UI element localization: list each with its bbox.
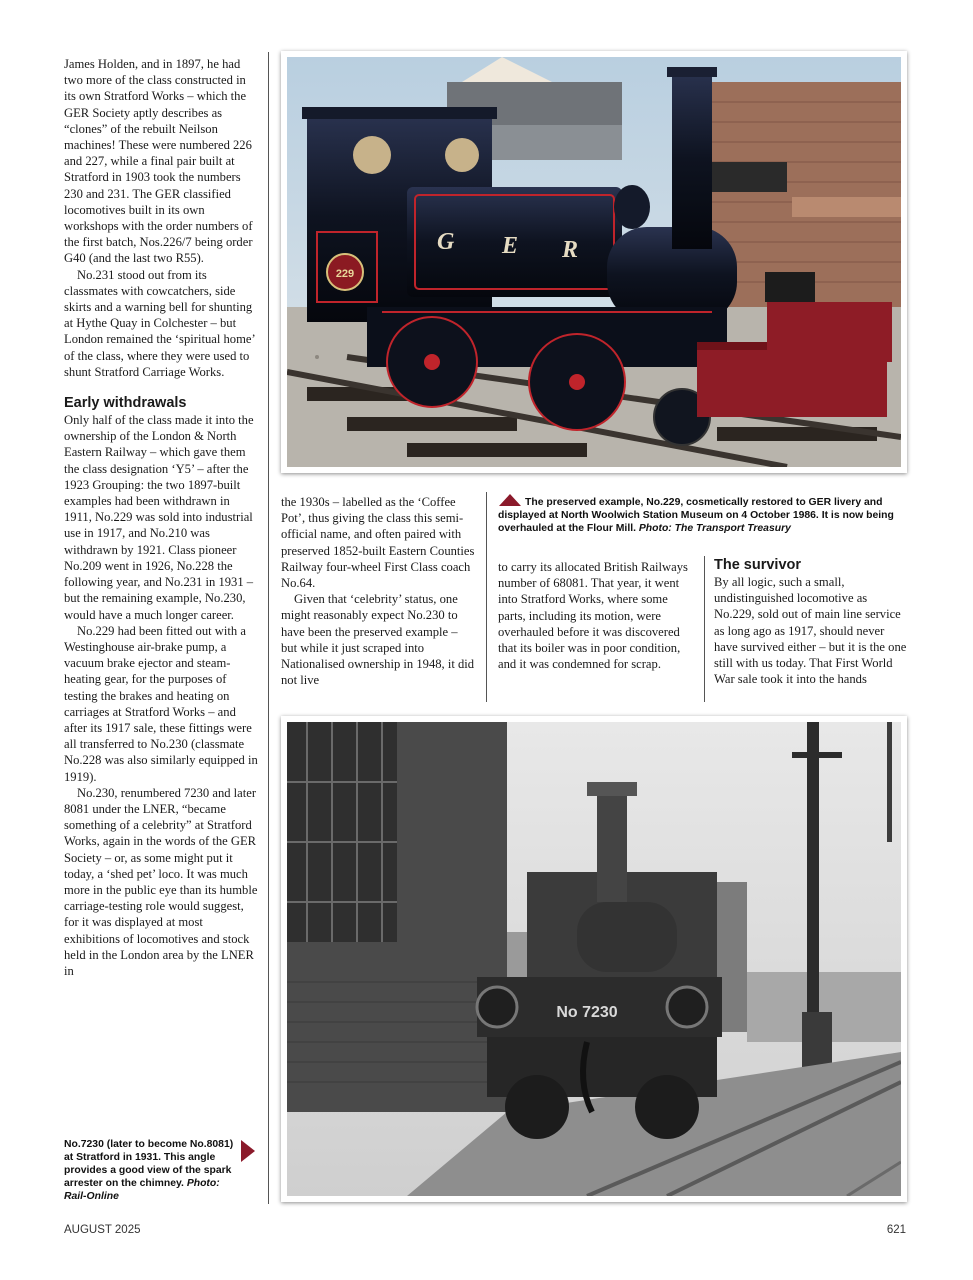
column-2 (281, 494, 476, 688)
photo-preserved-locomotive-229 (281, 51, 907, 473)
paragraph: No.231 stood out from its classmates with cowcatchers, side skirts and a warning bell for shunting at Hythe Quay in Colchester – but London remained the ‘spiritual home’ of the class, where they were used to shunt Stratford Carriage Works. (64, 267, 255, 379)
photo-locomotive-7230-stratford (281, 716, 907, 1202)
number-plate-text: No 7230 (556, 1004, 618, 1021)
paragraph: No.229 had been fitted out with a Westinghouse air-brake pump, a vacuum brake ejector and steam-heating gear, for the purposes of testing the brakes and heating on carriages at Stratford Works – and after its 1917 sale, these fittings were all transferred to No.230 (classmate No.228 was also similarly equipped in 1919). (64, 623, 258, 784)
column-3 (498, 559, 692, 672)
photo-credit: Photo: The Transport Treasury (638, 523, 791, 534)
column-divider (704, 556, 705, 702)
pointer-right-icon (241, 1140, 255, 1162)
section-heading-early-withdrawals: Early withdrawals (64, 395, 187, 412)
paragraph: James Holden, and in 1897, he had two more of the class constructed in its own Stratford Works – which the GER Society aptly describes as “clones” of the rebuilt Neilson machines! These were numbered 226 and 227, while a final pair built at Stratford in 1903 took the numbers 230 and 231. The GER classified locomotives built in its own workshops with the order numbers of the first batch, Nos.226/7 being order G40 (and the last two R55). (64, 57, 253, 266)
caption-text: The preserved example, No.229, cosmetically restored to GER livery and displayed at North Woolwich Station Museum on 4 October 1986. It is now being overhauled at the Flour Mill. (498, 497, 894, 534)
paragraph: By all logic, such a small, undistinguished locomotive as No.229, sold out of main line service as long ago as 1917, should never have survived either – but it is the one still with us today. That First World War sale took it into the hands (714, 575, 907, 687)
footer-date: AUGUST 2025 (64, 1224, 141, 1236)
photo-credit: Photo: Rail-Online (64, 1178, 220, 1202)
tank-letter: G (437, 229, 455, 255)
section-heading-the-survivor: The survivor (714, 557, 802, 573)
paragraph: Only half of the class made it into the ownership of the London & North Eastern Railway – which gave them the class designation ‘Y5’ – after the 1923 Grouping: the two 1897-built examples had been withdrawn in 1911, No.229 was sold into industrial use in 1917, and No.210 was withdrawn by 1921. Class pioneer No.209 went in 1926, No.228 the following year, and No.231 in 1931 – but the remaining example, No.230, would have a much longer career. (64, 413, 254, 622)
tank-letter: E (502, 233, 519, 259)
page-number: 621 (886, 1224, 906, 1236)
column-divider (486, 492, 487, 702)
caption-text: No.7230 (later to become No.8081) at Stratford in 1931. This angle provides a good view of the spark arrester on the chimney. (64, 1139, 234, 1189)
tank-letter: R (562, 237, 579, 263)
paragraph: to carry its allocated British Railways number of 68081. That year, it went into Stratford Works, where some parts, including its motion, were overhauled before it was discovered that its boiler was in poor condition, and it was condemned for scrap. (498, 560, 688, 672)
column-divider (268, 52, 269, 1204)
locomotive-bw-image (287, 722, 901, 1196)
paragraph: the 1930s – labelled as the ‘Coffee Pot’, thus giving the class this semi-official name, and often paired with preserved 1852-built Eastern Counties Railway four-wheel First Class coach No.64. (281, 495, 475, 591)
caption-bottom-photo (64, 1138, 238, 1203)
paragraph: No.230, renumbered 7230 and later 8081 under the LNER, “became something of a celebrity” at Stratford Works, again in the words of the GER Society – or, as some might put it today, a ‘shed pet’ loco. It was much more in the public eye than its humble carriage-testing role would suggest, for it was displayed at most exhibitions of locomotives and stock held in the London area by the LNER in (64, 785, 258, 978)
paragraph: Given that ‘celebrity’ status, one might reasonably expect No.230 to have been the preserved example – but while it just scraped into Nationalised ownership in 1948, it did not live (281, 592, 475, 688)
column-4 (714, 557, 910, 687)
number-plate-text: 229 (335, 268, 355, 280)
locomotive-color-image (287, 57, 901, 467)
column-1 (64, 56, 258, 979)
caption-top-photo (498, 496, 910, 535)
